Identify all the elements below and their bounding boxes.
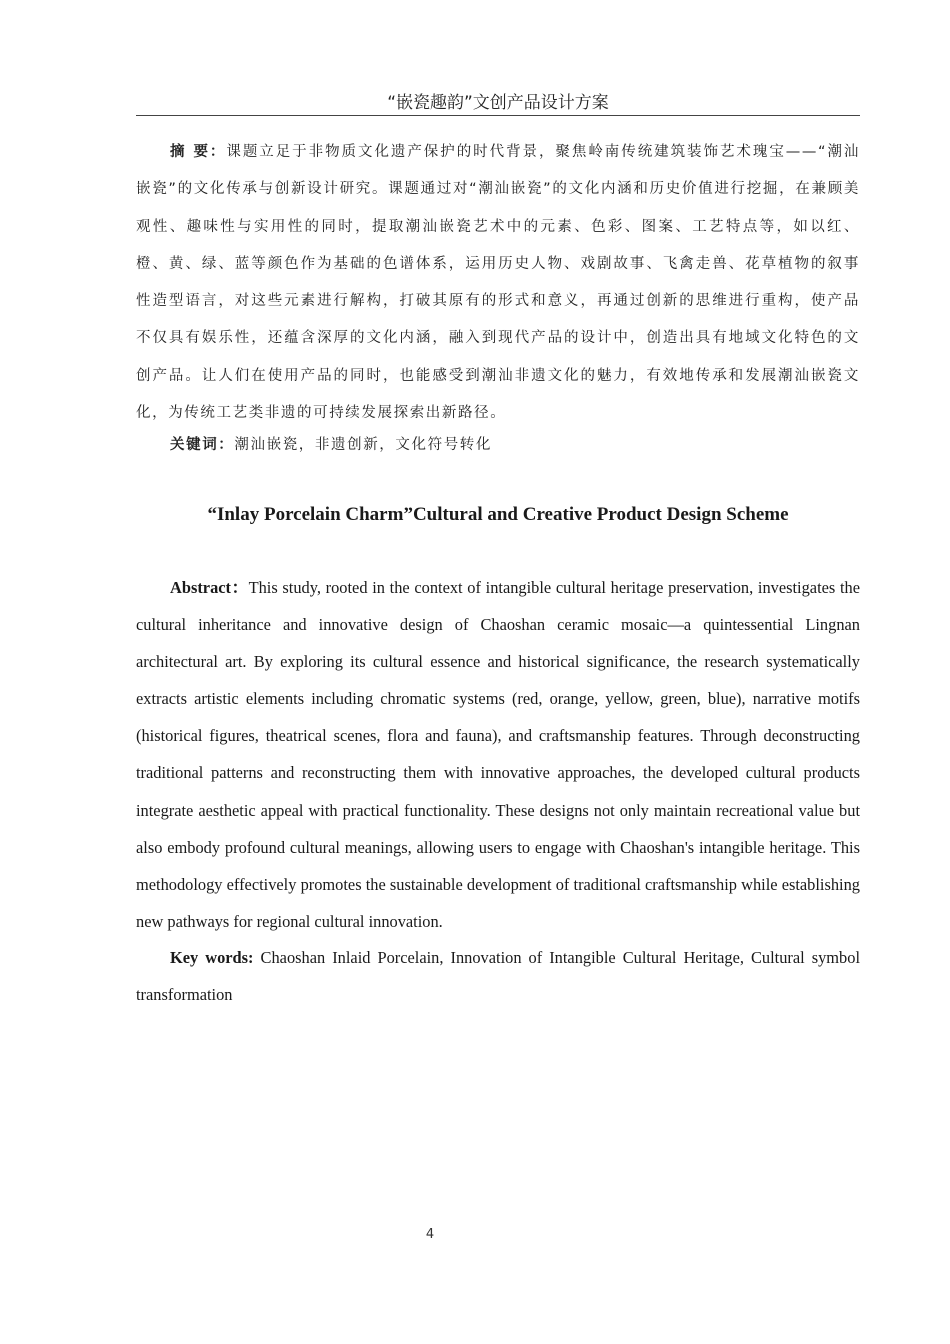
running-header: “嵌瓷趣韵”文创产品设计方案 <box>387 93 609 113</box>
english-abstract-label: Abstract： <box>170 578 249 597</box>
english-abstract-text: This study, rooted in the context of intangible cultural heritage preservation, investigates the cultural inheritance and innovative design of Chaoshan ceramic mosaic—a quintessential Lingnan architectural art. By exploring its cultural essence and historical significance, the research systematically extracts artistic elements including chromatic systems (red, orange, yellow, green, blue), narrative motifs (historical figures, theatrical scenes, flora and fauna), and craftsmanship features. Through deconstructing traditional patterns and reconstructing them with innovative approaches, the developed cultural products integrate aesthetic appeal with practical functionality. These designs not only maintain recreational value but also embody profound cultural meanings, allowing users to engage with Chaoshan's intangible heritage. This methodology effectively promotes the sustainable development of traditional craftsmanship while establishing new pathways for regional cultural innovation. <box>136 578 860 931</box>
english-title: “Inlay Porcelain Charm”Cultural and Creative Product Design Scheme <box>207 504 789 525</box>
english-abstract <box>136 569 860 940</box>
chinese-keywords-text: 潮汕嵌瓷，非遗创新，文化符号转化 <box>234 437 493 453</box>
page-number: 4 <box>425 1227 435 1242</box>
chinese-keywords-label: 关键词： <box>170 437 235 453</box>
header-rule <box>136 115 860 116</box>
chinese-abstract-text: 课题立足于非物质文化遗产保护的时代背景，聚焦岭南传统建筑装饰艺术瑰宝——“潮汕嵌瓷”的文化传承与创新设计研究。课题通过对“潮汕嵌瓷”的文化内涵和历史价值进行挖掘，在兼顾美观性、趣味性与实用性的同时，提取潮汕嵌瓷艺术中的元素、色彩、图案、工艺特点等，如以红、橙、黄、绿、蓝等颜色作为基础的色谱体系，运用历史人物、戏剧故事、飞禽走兽、花草植物的叙事性造型语言，对这些元素进行解构，打破其原有的形式和意义，再通过创新的思维进行重构，使产品不仅具有娱乐性，还蕴含深厚的文化内涵，融入到现代产品的设计中，创造出具有地域文化特色的文创产品。让人们在使用产品的同时，也能感受到潮汕非遗文化的魅力，有效地传承和发展潮汕嵌瓷文化，为传统工艺类非遗的可持续发展探索出新路径。 <box>136 144 860 422</box>
english-keywords-text: Chaoshan Inlaid Porcelain, Innovation of Intangible Cultural Heritage, Cultural symbol transformation <box>136 948 861 1005</box>
chinese-abstract <box>136 134 860 432</box>
english-keywords <box>136 939 860 1013</box>
english-keywords-label: Key words: <box>170 948 254 967</box>
chinese-keywords <box>136 430 860 460</box>
chinese-abstract-label: 摘 要： <box>170 144 227 160</box>
